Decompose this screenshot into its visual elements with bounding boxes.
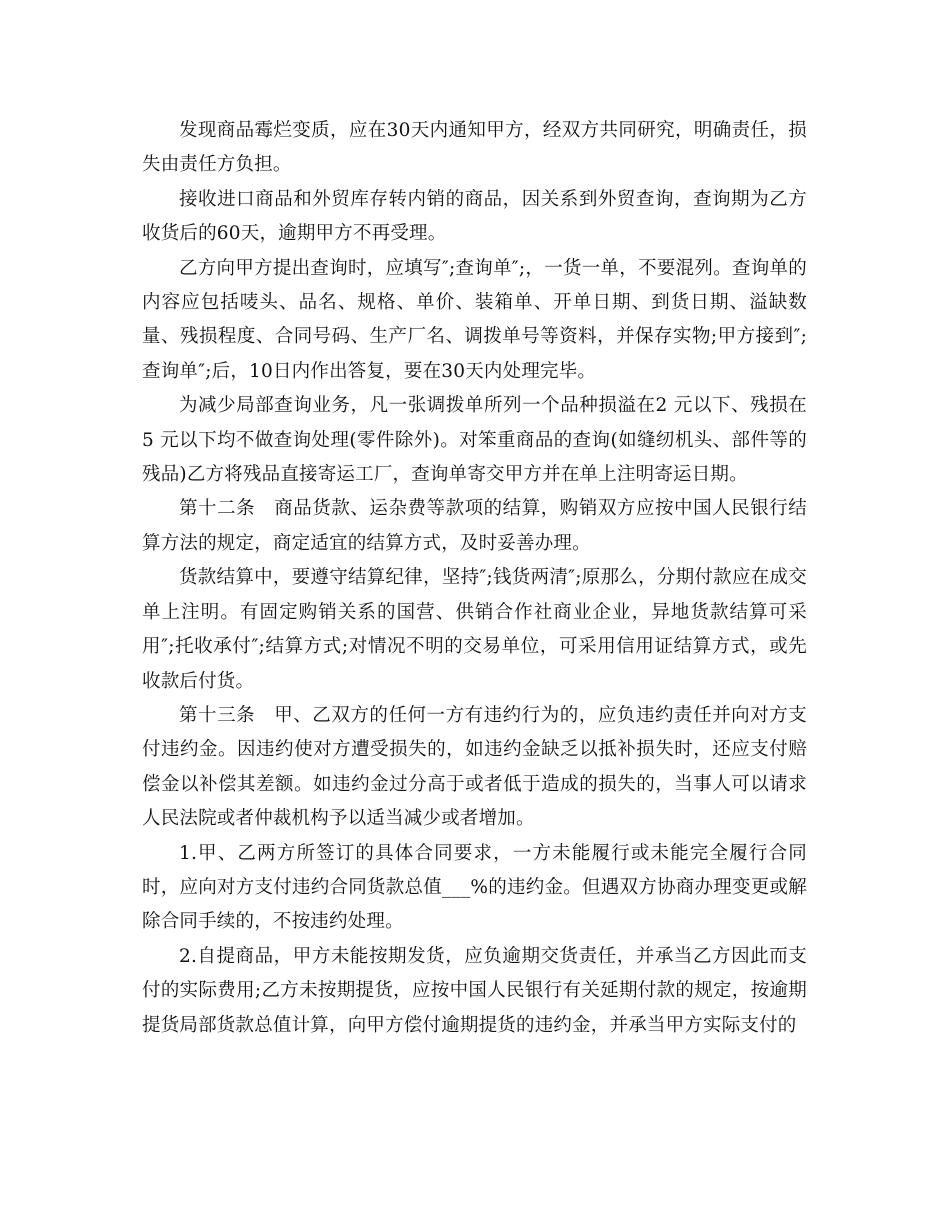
- paragraph-clause-2: 2.自提商品，甲方未能按期发货，应负逾期交货责任，并承当乙方因此而支付的实际费用;乙方未按期提货，应按中国人民银行有关延期付款的规定，按逾期提货局部货款总值计算，向甲方偿付逾期提货的违约金，并承当甲方实际支付的: [142, 945, 807, 1036]
- paragraph-article-12: 第十二条 商品货款、运杂费等款项的结算，购销双方应按中国人民银行结算方法的规定，商定适宜的结算方式，及时妥善办理。: [142, 498, 807, 554]
- document-body: [142, 114, 807, 1043]
- paragraph-clause-1: 1.甲、乙两方所签订的具体合同要求，一方未能履行或未能完全履行合同时，应向对方支付违约合同货款总值___%的违约金。但遇双方协商办理变更或解除合同手续的，不按违约处理。: [142, 842, 807, 933]
- paragraph-spoilage: 发现商品霉烂变质，应在30天内通知甲方，经双方共同研究，明确责任，损失由责任方负担。: [142, 120, 807, 176]
- paragraph-settlement: 货款结算中，要遵守结算纪律，坚持″;钱货两清″;原那么，分期付款应在成交单上注明。有固定购销关系的国营、供销合作社商业企业，异地货款结算可采用″;托收承付″;结算方式;对情况不明的交易单位，可采用信用证结算方式，或先收款后付货。: [142, 567, 807, 692]
- paragraph-inquiry-form: 乙方向甲方提出查询时，应填写″;查询单″;，一货一单，不要混列。查询单的内容应包括唛头、品名、规格、单价、装箱单、开单日期、到货日期、溢缺数量、残损程度、合同号码、生产厂名、调拨单号等资料，并保存实物;甲方接到″;查询单″;后，10日内作出答复，要在30天内处理完毕。: [142, 257, 807, 382]
- paragraph-import-inquiry: 接收进口商品和外贸库存转内销的商品，因关系到外贸查询，查询期为乙方收货后的60天，逾期甲方不再受理。: [142, 188, 807, 245]
- paragraph-minor-loss: 为减少局部查询业务，凡一张调拨单所列一个品种损溢在2 元以下、残损在5 元以下均不做查询处理(零件除外)。对笨重商品的查询(如缝纫机头、部件等的残品)乙方将残品直接寄运工厂，查询单寄交甲方并在单上注明寄运日期。: [142, 395, 807, 486]
- paragraph-article-13: 第十三条 甲、乙双方的任何一方有违约行为的，应负违约责任并向对方支付违约金。因违约使对方遭受损失的，如违约金缺乏以抵补损失时，还应支付赔偿金以补偿其差额。如违约金过分高于或者低于造成的损失的，当事人可以请求人民法院或者仲裁机构予以适当减少或者增加。: [142, 704, 807, 830]
